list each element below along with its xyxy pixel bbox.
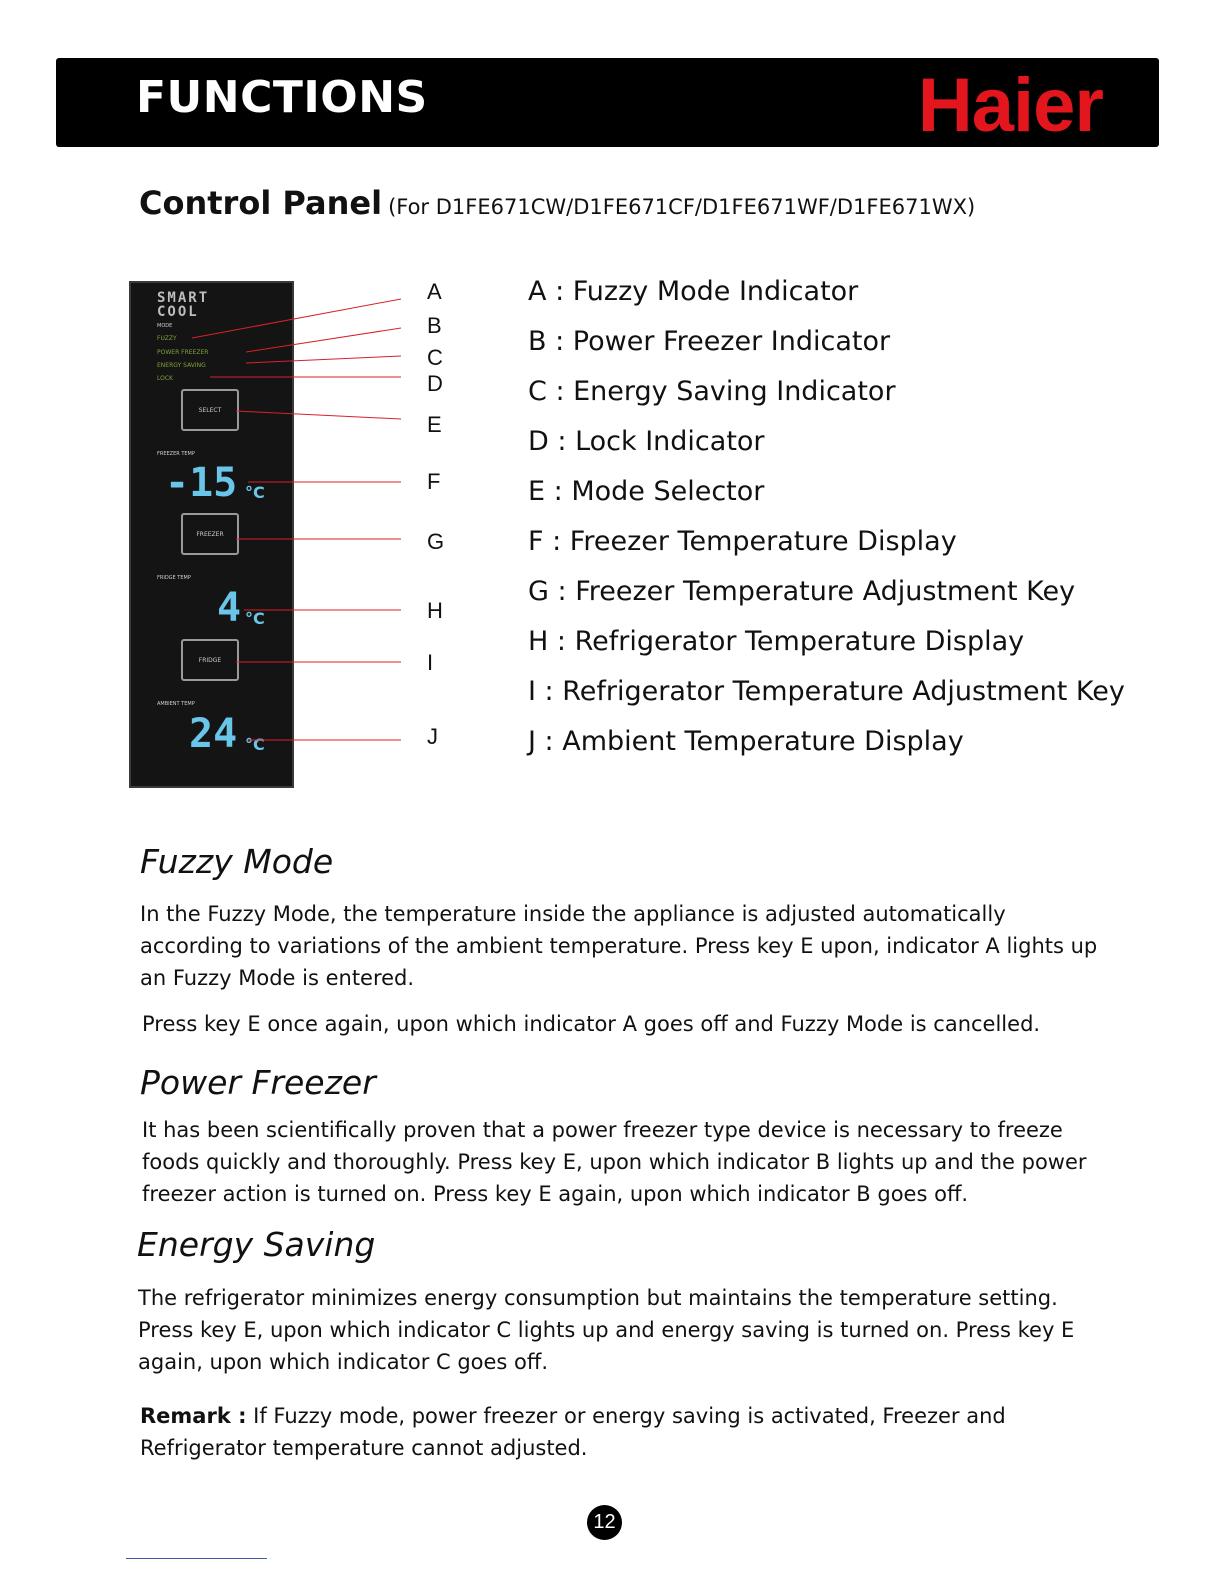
- legend-key: C: [528, 376, 547, 407]
- panel-fridge-temp-value: 4: [217, 585, 242, 631]
- legend-key: G: [528, 576, 549, 607]
- leader-line-b: [246, 328, 401, 352]
- legend-label: Freezer Temperature Display: [569, 526, 957, 557]
- legend-item: [528, 576, 1075, 607]
- model-list: (For D1FE671CW/D1FE671CF/D1FE671WF/D1FE671WX): [388, 195, 976, 219]
- legend-item: [528, 376, 896, 407]
- panel-indicator-energy-saving: ENERGY SAVING: [157, 362, 206, 369]
- leader-line-e: [236, 411, 401, 419]
- remark-text: If Fuzzy mode, power freezer or energy saving is activated, Freezer and Refrigerator temperature cannot adjusted.: [140, 1404, 1006, 1460]
- panel-select-label: SELECT: [198, 406, 222, 414]
- haier-logo: Haier: [917, 63, 1103, 148]
- panel-fridge-temp-label: FRIDGE TEMP: [157, 575, 191, 581]
- remark-label: Remark :: [140, 1404, 247, 1428]
- legend-sep: :: [548, 576, 576, 607]
- footer-rule: [126, 1558, 267, 1559]
- legend-key: I: [528, 676, 536, 707]
- legend-item: [528, 276, 858, 307]
- callout-a: A: [427, 279, 442, 304]
- legend-key: D: [528, 426, 549, 457]
- legend-sep: :: [546, 276, 573, 307]
- legend-sep: :: [545, 476, 572, 507]
- legend-item: [528, 726, 964, 757]
- callout-b: B: [427, 313, 442, 338]
- legend-label: Refrigerator Temperature Adjustment Key: [562, 676, 1125, 707]
- legend-item: [528, 626, 1024, 657]
- callout-h: H: [427, 598, 443, 623]
- panel-indicator-lock: LOCK: [157, 375, 173, 382]
- callout-j: J: [427, 724, 438, 749]
- page-number: 12: [593, 1511, 616, 1533]
- legend-key: F: [528, 526, 544, 557]
- fuzzy-mode-heading: Fuzzy Mode: [140, 842, 334, 881]
- legend-sep: :: [548, 626, 575, 657]
- callout-e: E: [427, 412, 442, 437]
- panel-fridge-btn-label: FRIDGE: [198, 656, 222, 664]
- legend-sep: :: [535, 676, 563, 707]
- page-number-badge: [587, 1505, 622, 1540]
- legend-key: J: [528, 726, 536, 757]
- header-title: FUNCTIONS: [136, 72, 428, 123]
- panel-ambient-temp-label: AMBIENT TEMP: [157, 701, 195, 707]
- energy-saving-paragraph: The refrigerator minimizes energy consumption but maintains the temperature setting. Press key E, upon which indicator C lights up and energy saving is turned on. Press key E again, upon which indicator C goes off.: [138, 1286, 1075, 1374]
- leader-line-c: [246, 356, 401, 363]
- panel-brand-line2: COOL: [157, 304, 199, 320]
- callout-i: I: [427, 650, 434, 675]
- legend-label: Refrigerator Temperature Display: [574, 626, 1025, 657]
- leader-line-a: [192, 299, 401, 338]
- panel-mode-label: MODE: [157, 323, 173, 329]
- callout-d: D: [427, 371, 443, 396]
- power-freezer-heading: Power Freezer: [140, 1063, 376, 1102]
- legend-label: Ambient Temperature Display: [562, 726, 964, 757]
- legend-sep: :: [546, 326, 573, 357]
- legend-item: [528, 326, 890, 357]
- legend-label: Lock Indicator: [575, 426, 765, 457]
- legend-label: Freezer Temperature Adjustment Key: [575, 576, 1076, 607]
- energy-saving-heading: Energy Saving: [137, 1225, 376, 1264]
- remark: [140, 1400, 1040, 1464]
- panel-indicator-fuzzy: FUZZY: [157, 335, 177, 342]
- panel-brand-line1: SMART: [157, 290, 210, 306]
- callout-g: G: [427, 529, 445, 554]
- power-freezer-paragraph: It has been scientifically proven that a power freezer type device is necessary to freeze foods quickly and thoroughly. Press key E, upon which indicator B lights up and the power freezer action is turned on. Press key E again, upon which indicator B goes off.: [142, 1118, 1087, 1206]
- fuzzy-mode-paragraph-2: Press key E once again, upon which indicator A goes off and Fuzzy Mode is cancelled.: [142, 1012, 1041, 1036]
- fuzzy-mode-paragraph-1: In the Fuzzy Mode, the temperature inside the appliance is adjusted automatically according to variations of the ambient temperature. Press key E upon, indicator A lights up an Fuzzy Mode is entered.: [140, 902, 1098, 990]
- panel-freezer-temp-value: -15: [165, 460, 238, 506]
- callout-c: C: [427, 345, 443, 370]
- legend-sep: :: [543, 526, 570, 557]
- callout-f: F: [427, 469, 441, 494]
- legend-sep: :: [535, 726, 563, 757]
- legend-item: [528, 526, 957, 557]
- panel-freezer-btn-label: FREEZER: [196, 530, 224, 538]
- legend-label: Mode Selector: [571, 476, 765, 507]
- legend-key: B: [528, 326, 547, 357]
- panel-ambient-unit: °C: [245, 735, 265, 754]
- legend-key: H: [528, 626, 549, 657]
- legend-key: A: [528, 276, 547, 307]
- panel-freezer-temp-label: FREEZER TEMP: [157, 451, 195, 457]
- legend-label: Fuzzy Mode Indicator: [572, 276, 859, 307]
- panel-indicator-power-freezer: POWER FREEZER: [157, 349, 209, 356]
- panel-fridge-unit: °C: [245, 609, 265, 628]
- legend-key: E: [528, 476, 546, 507]
- legend-sep: :: [546, 376, 574, 407]
- legend-label: Power Freezer Indicator: [572, 326, 891, 357]
- legend-label: Energy Saving Indicator: [573, 376, 896, 407]
- legend-item: [528, 426, 765, 457]
- panel-ambient-temp-value: 24: [189, 711, 238, 757]
- legend-sep: :: [548, 426, 576, 457]
- legend-item: [528, 476, 764, 507]
- control-panel-title: Control Panel: [139, 184, 383, 222]
- panel-freezer-unit: °C: [245, 483, 265, 502]
- legend-item: [528, 676, 1125, 707]
